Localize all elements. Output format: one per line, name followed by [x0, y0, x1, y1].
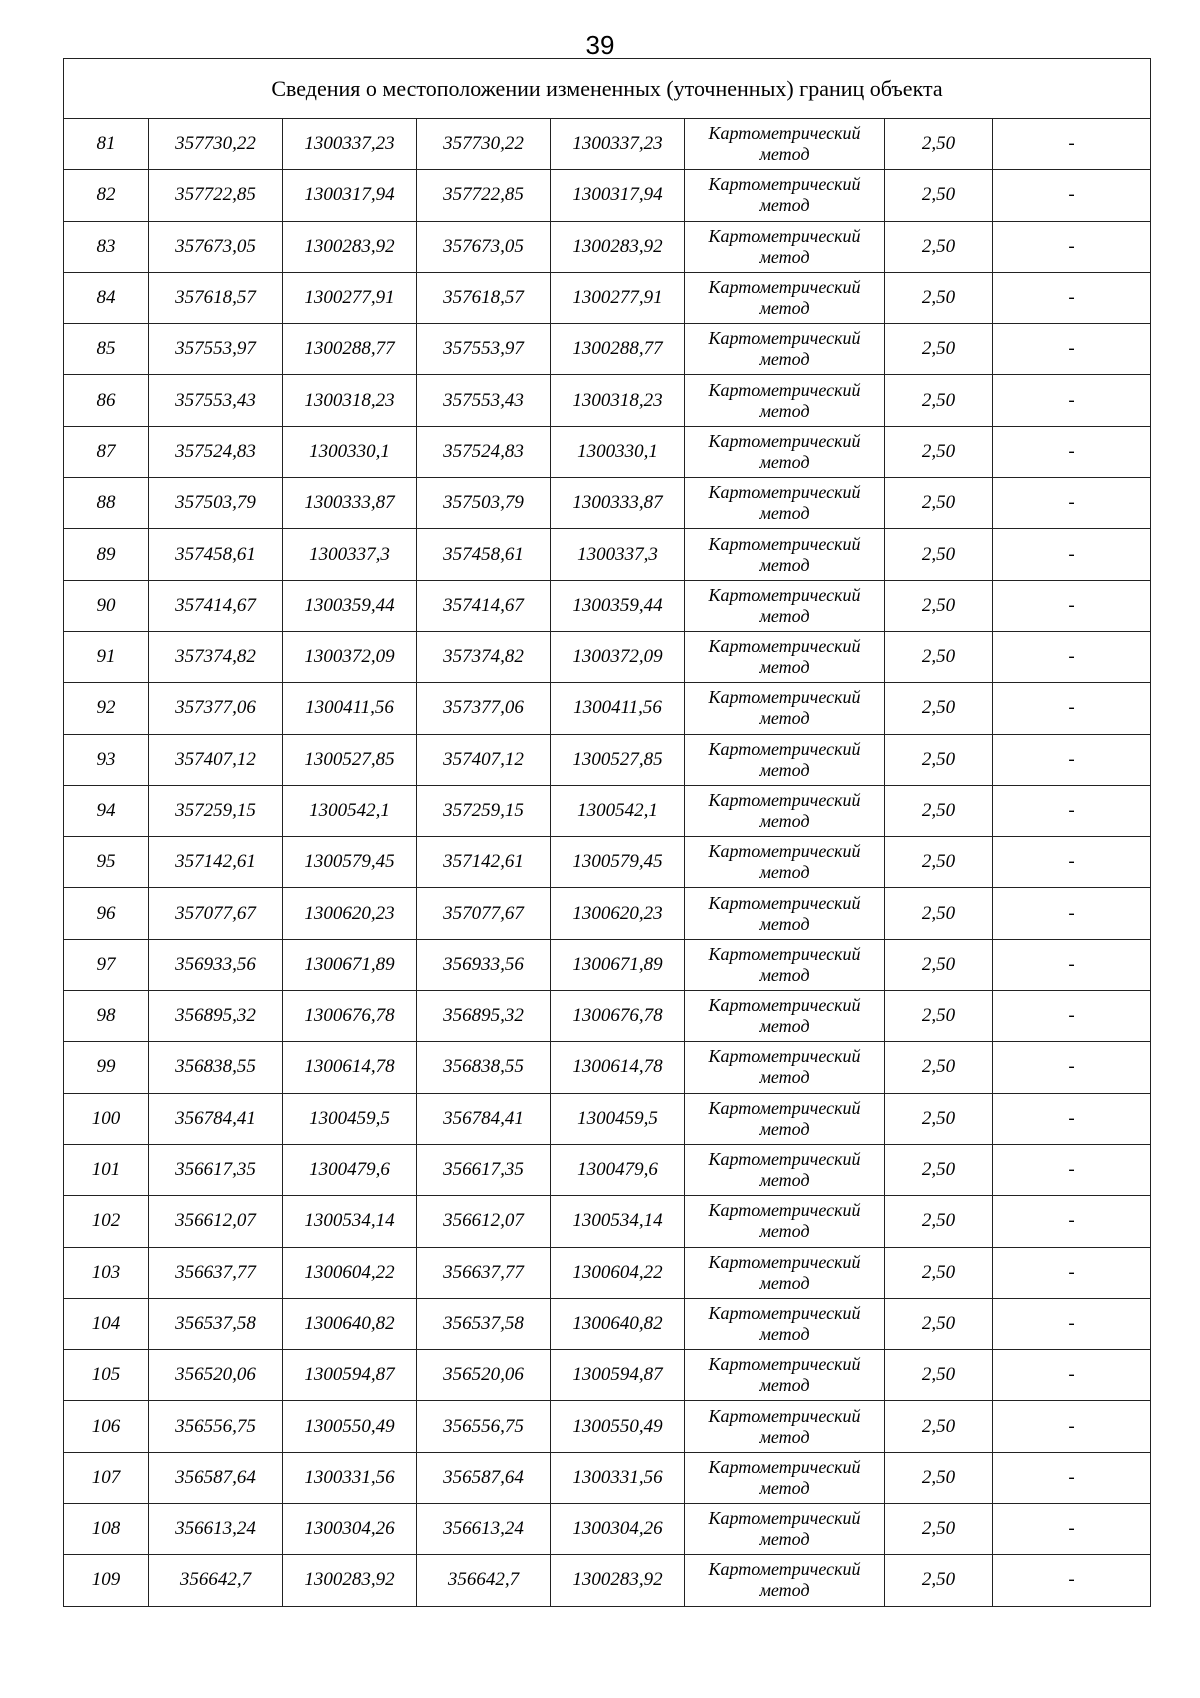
- description-cell: -: [993, 683, 1151, 734]
- y-refined-cell: 1300304,26: [551, 1504, 685, 1555]
- point-number-cell: 90: [64, 580, 149, 631]
- y-refined-cell: 1300337,3: [551, 529, 685, 580]
- accuracy-cell: 2,50: [885, 1196, 993, 1247]
- table-row: [64, 1401, 1151, 1452]
- y-existing-cell: 1300330,1: [283, 426, 417, 477]
- x-refined-cell: 357730,22: [417, 119, 551, 170]
- y-refined-cell: 1300640,82: [551, 1298, 685, 1349]
- x-existing-cell: 357722,85: [149, 170, 283, 221]
- y-existing-cell: 1300283,92: [283, 221, 417, 272]
- x-refined-cell: 356612,07: [417, 1196, 551, 1247]
- x-refined-cell: 356637,77: [417, 1247, 551, 1298]
- x-refined-cell: 357503,79: [417, 478, 551, 529]
- point-number-cell: 89: [64, 529, 149, 580]
- point-number-cell: 99: [64, 1042, 149, 1093]
- accuracy-cell: 2,50: [885, 939, 993, 990]
- accuracy-cell: 2,50: [885, 1247, 993, 1298]
- y-existing-cell: 1300337,3: [283, 529, 417, 580]
- x-existing-cell: 356556,75: [149, 1401, 283, 1452]
- y-existing-cell: 1300527,85: [283, 734, 417, 785]
- point-number-cell: 95: [64, 837, 149, 888]
- table-row: [64, 1247, 1151, 1298]
- y-existing-cell: 1300579,45: [283, 837, 417, 888]
- accuracy-cell: 2,50: [885, 1350, 993, 1401]
- table-row: [64, 1555, 1151, 1606]
- description-cell: -: [993, 1555, 1151, 1606]
- y-refined-cell: 1300359,44: [551, 580, 685, 631]
- description-cell: -: [993, 991, 1151, 1042]
- table-row: [64, 375, 1151, 426]
- table-row: [64, 837, 1151, 888]
- y-refined-cell: 1300614,78: [551, 1042, 685, 1093]
- y-existing-cell: 1300604,22: [283, 1247, 417, 1298]
- x-existing-cell: 357673,05: [149, 221, 283, 272]
- y-existing-cell: 1300614,78: [283, 1042, 417, 1093]
- description-cell: -: [993, 888, 1151, 939]
- y-refined-cell: 1300594,87: [551, 1350, 685, 1401]
- x-existing-cell: 357377,06: [149, 683, 283, 734]
- table-row: [64, 1093, 1151, 1144]
- description-cell: -: [993, 1093, 1151, 1144]
- description-cell: -: [993, 1042, 1151, 1093]
- table-row: [64, 683, 1151, 734]
- description-cell: -: [993, 1452, 1151, 1503]
- method-cell: Картометрический метод: [685, 1298, 885, 1349]
- table-row: [64, 1298, 1151, 1349]
- point-number-cell: 82: [64, 170, 149, 221]
- point-number-cell: 81: [64, 119, 149, 170]
- x-existing-cell: 357142,61: [149, 837, 283, 888]
- y-refined-cell: 1300579,45: [551, 837, 685, 888]
- x-existing-cell: 356838,55: [149, 1042, 283, 1093]
- method-cell: Картометрический метод: [685, 631, 885, 682]
- x-existing-cell: 357407,12: [149, 734, 283, 785]
- table-row: [64, 221, 1151, 272]
- method-cell: Картометрический метод: [685, 785, 885, 836]
- point-number-cell: 108: [64, 1504, 149, 1555]
- y-existing-cell: 1300283,92: [283, 1555, 417, 1606]
- y-refined-cell: 1300542,1: [551, 785, 685, 836]
- y-existing-cell: 1300676,78: [283, 991, 417, 1042]
- table-row: [64, 1144, 1151, 1195]
- table-row: [64, 785, 1151, 836]
- accuracy-cell: 2,50: [885, 888, 993, 939]
- accuracy-cell: 2,50: [885, 1042, 993, 1093]
- description-cell: -: [993, 1196, 1151, 1247]
- y-refined-cell: 1300479,6: [551, 1144, 685, 1195]
- accuracy-cell: 2,50: [885, 734, 993, 785]
- x-existing-cell: 356612,07: [149, 1196, 283, 1247]
- x-refined-cell: 356642,7: [417, 1555, 551, 1606]
- y-refined-cell: 1300620,23: [551, 888, 685, 939]
- x-existing-cell: 356784,41: [149, 1093, 283, 1144]
- description-cell: -: [993, 1504, 1151, 1555]
- description-cell: -: [993, 939, 1151, 990]
- x-existing-cell: 357458,61: [149, 529, 283, 580]
- method-cell: Картометрический метод: [685, 119, 885, 170]
- table-row: [64, 1196, 1151, 1247]
- y-existing-cell: 1300640,82: [283, 1298, 417, 1349]
- description-cell: -: [993, 375, 1151, 426]
- table-row: [64, 631, 1151, 682]
- x-refined-cell: 357553,97: [417, 324, 551, 375]
- x-existing-cell: 357503,79: [149, 478, 283, 529]
- x-existing-cell: 356587,64: [149, 1452, 283, 1503]
- x-refined-cell: 356895,32: [417, 991, 551, 1042]
- table-row: [64, 119, 1151, 170]
- point-number-cell: 96: [64, 888, 149, 939]
- point-number-cell: 84: [64, 272, 149, 323]
- y-refined-cell: 1300676,78: [551, 991, 685, 1042]
- y-refined-cell: 1300288,77: [551, 324, 685, 375]
- y-existing-cell: 1300288,77: [283, 324, 417, 375]
- table-row: [64, 478, 1151, 529]
- point-number-cell: 107: [64, 1452, 149, 1503]
- point-number-cell: 91: [64, 631, 149, 682]
- point-number-cell: 93: [64, 734, 149, 785]
- accuracy-cell: 2,50: [885, 631, 993, 682]
- table-row: [64, 991, 1151, 1042]
- x-existing-cell: 357524,83: [149, 426, 283, 477]
- description-cell: -: [993, 426, 1151, 477]
- point-number-cell: 106: [64, 1401, 149, 1452]
- y-existing-cell: 1300304,26: [283, 1504, 417, 1555]
- accuracy-cell: 2,50: [885, 272, 993, 323]
- coordinates-table: [63, 58, 1151, 1607]
- y-refined-cell: 1300317,94: [551, 170, 685, 221]
- accuracy-cell: 2,50: [885, 1144, 993, 1195]
- method-cell: Картометрический метод: [685, 1350, 885, 1401]
- x-existing-cell: 357553,43: [149, 375, 283, 426]
- accuracy-cell: 2,50: [885, 991, 993, 1042]
- accuracy-cell: 2,50: [885, 324, 993, 375]
- method-cell: Картометрический метод: [685, 375, 885, 426]
- method-cell: Картометрический метод: [685, 888, 885, 939]
- method-cell: Картометрический метод: [685, 221, 885, 272]
- y-refined-cell: 1300534,14: [551, 1196, 685, 1247]
- table-row: [64, 734, 1151, 785]
- x-refined-cell: 356933,56: [417, 939, 551, 990]
- method-cell: Картометрический метод: [685, 1093, 885, 1144]
- x-refined-cell: 356613,24: [417, 1504, 551, 1555]
- y-existing-cell: 1300372,09: [283, 631, 417, 682]
- accuracy-cell: 2,50: [885, 1093, 993, 1144]
- description-cell: -: [993, 221, 1151, 272]
- description-cell: -: [993, 785, 1151, 836]
- method-cell: Картометрический метод: [685, 837, 885, 888]
- x-refined-cell: 356556,75: [417, 1401, 551, 1452]
- x-refined-cell: 357673,05: [417, 221, 551, 272]
- accuracy-cell: 2,50: [885, 1298, 993, 1349]
- y-existing-cell: 1300534,14: [283, 1196, 417, 1247]
- table-row: [64, 426, 1151, 477]
- point-number-cell: 100: [64, 1093, 149, 1144]
- y-existing-cell: 1300359,44: [283, 580, 417, 631]
- table-row: [64, 580, 1151, 631]
- y-refined-cell: 1300550,49: [551, 1401, 685, 1452]
- x-existing-cell: 356895,32: [149, 991, 283, 1042]
- x-existing-cell: 357259,15: [149, 785, 283, 836]
- accuracy-cell: 2,50: [885, 478, 993, 529]
- table-row: [64, 939, 1151, 990]
- y-existing-cell: 1300333,87: [283, 478, 417, 529]
- method-cell: Картометрический метод: [685, 1555, 885, 1606]
- y-existing-cell: 1300620,23: [283, 888, 417, 939]
- point-number-cell: 101: [64, 1144, 149, 1195]
- y-refined-cell: 1300318,23: [551, 375, 685, 426]
- y-refined-cell: 1300671,89: [551, 939, 685, 990]
- accuracy-cell: 2,50: [885, 1504, 993, 1555]
- method-cell: Картометрический метод: [685, 1042, 885, 1093]
- x-refined-cell: 356617,35: [417, 1144, 551, 1195]
- accuracy-cell: 2,50: [885, 1555, 993, 1606]
- x-refined-cell: 357524,83: [417, 426, 551, 477]
- point-number-cell: 103: [64, 1247, 149, 1298]
- table-row: [64, 888, 1151, 939]
- y-existing-cell: 1300671,89: [283, 939, 417, 990]
- y-refined-cell: 1300283,92: [551, 221, 685, 272]
- description-cell: -: [993, 119, 1151, 170]
- description-cell: -: [993, 529, 1151, 580]
- y-refined-cell: 1300411,56: [551, 683, 685, 734]
- x-refined-cell: 357553,43: [417, 375, 551, 426]
- accuracy-cell: 2,50: [885, 170, 993, 221]
- point-number-cell: 102: [64, 1196, 149, 1247]
- point-number-cell: 87: [64, 426, 149, 477]
- description-cell: -: [993, 324, 1151, 375]
- x-refined-cell: 357458,61: [417, 529, 551, 580]
- table-row: [64, 1350, 1151, 1401]
- y-refined-cell: 1300330,1: [551, 426, 685, 477]
- method-cell: Картометрический метод: [685, 478, 885, 529]
- method-cell: Картометрический метод: [685, 991, 885, 1042]
- description-cell: -: [993, 170, 1151, 221]
- description-cell: -: [993, 580, 1151, 631]
- method-cell: Картометрический метод: [685, 272, 885, 323]
- y-existing-cell: 1300550,49: [283, 1401, 417, 1452]
- point-number-cell: 104: [64, 1298, 149, 1349]
- x-existing-cell: 357730,22: [149, 119, 283, 170]
- y-refined-cell: 1300372,09: [551, 631, 685, 682]
- method-cell: Картометрический метод: [685, 1452, 885, 1503]
- x-existing-cell: 356520,06: [149, 1350, 283, 1401]
- x-refined-cell: 357618,57: [417, 272, 551, 323]
- table-row: [64, 1452, 1151, 1503]
- method-cell: Картометрический метод: [685, 170, 885, 221]
- point-number-cell: 88: [64, 478, 149, 529]
- x-existing-cell: 356933,56: [149, 939, 283, 990]
- accuracy-cell: 2,50: [885, 375, 993, 426]
- x-existing-cell: 357077,67: [149, 888, 283, 939]
- description-cell: -: [993, 734, 1151, 785]
- point-number-cell: 105: [64, 1350, 149, 1401]
- table-row: [64, 324, 1151, 375]
- description-cell: -: [993, 837, 1151, 888]
- x-existing-cell: 357414,67: [149, 580, 283, 631]
- point-number-cell: 97: [64, 939, 149, 990]
- y-refined-cell: 1300459,5: [551, 1093, 685, 1144]
- x-refined-cell: 357407,12: [417, 734, 551, 785]
- y-existing-cell: 1300318,23: [283, 375, 417, 426]
- point-number-cell: 86: [64, 375, 149, 426]
- x-refined-cell: 356520,06: [417, 1350, 551, 1401]
- accuracy-cell: 2,50: [885, 1452, 993, 1503]
- x-refined-cell: 357377,06: [417, 683, 551, 734]
- y-existing-cell: 1300594,87: [283, 1350, 417, 1401]
- description-cell: -: [993, 272, 1151, 323]
- y-existing-cell: 1300411,56: [283, 683, 417, 734]
- y-refined-cell: 1300604,22: [551, 1247, 685, 1298]
- y-refined-cell: 1300331,56: [551, 1452, 685, 1503]
- y-refined-cell: 1300337,23: [551, 119, 685, 170]
- method-cell: Картометрический метод: [685, 734, 885, 785]
- y-refined-cell: 1300527,85: [551, 734, 685, 785]
- method-cell: Картометрический метод: [685, 939, 885, 990]
- accuracy-cell: 2,50: [885, 1401, 993, 1452]
- method-cell: Картометрический метод: [685, 426, 885, 477]
- table-header-row: [64, 59, 1151, 119]
- accuracy-cell: 2,50: [885, 683, 993, 734]
- x-refined-cell: 357077,67: [417, 888, 551, 939]
- x-refined-cell: 357142,61: [417, 837, 551, 888]
- x-refined-cell: 356587,64: [417, 1452, 551, 1503]
- table-row: [64, 1504, 1151, 1555]
- description-cell: -: [993, 1350, 1151, 1401]
- method-cell: Картометрический метод: [685, 1144, 885, 1195]
- method-cell: Картометрический метод: [685, 580, 885, 631]
- table-row: [64, 170, 1151, 221]
- description-cell: -: [993, 1247, 1151, 1298]
- method-cell: Картометрический метод: [685, 1504, 885, 1555]
- y-existing-cell: 1300331,56: [283, 1452, 417, 1503]
- y-existing-cell: 1300542,1: [283, 785, 417, 836]
- y-existing-cell: 1300459,5: [283, 1093, 417, 1144]
- y-refined-cell: 1300333,87: [551, 478, 685, 529]
- accuracy-cell: 2,50: [885, 529, 993, 580]
- accuracy-cell: 2,50: [885, 119, 993, 170]
- x-existing-cell: 357618,57: [149, 272, 283, 323]
- table-row: [64, 529, 1151, 580]
- table-title: Сведения о местоположении измененных (уточненных) границ объекта: [64, 59, 1151, 119]
- y-refined-cell: 1300277,91: [551, 272, 685, 323]
- description-cell: -: [993, 478, 1151, 529]
- x-existing-cell: 356642,7: [149, 1555, 283, 1606]
- x-refined-cell: 357722,85: [417, 170, 551, 221]
- y-existing-cell: 1300317,94: [283, 170, 417, 221]
- method-cell: Картометрический метод: [685, 324, 885, 375]
- point-number-cell: 94: [64, 785, 149, 836]
- accuracy-cell: 2,50: [885, 426, 993, 477]
- description-cell: -: [993, 631, 1151, 682]
- point-number-cell: 92: [64, 683, 149, 734]
- method-cell: Картометрический метод: [685, 1401, 885, 1452]
- accuracy-cell: 2,50: [885, 580, 993, 631]
- x-existing-cell: 356617,35: [149, 1144, 283, 1195]
- x-refined-cell: 357374,82: [417, 631, 551, 682]
- x-existing-cell: 357553,97: [149, 324, 283, 375]
- description-cell: -: [993, 1401, 1151, 1452]
- x-existing-cell: 356537,58: [149, 1298, 283, 1349]
- description-cell: -: [993, 1144, 1151, 1195]
- x-existing-cell: 356613,24: [149, 1504, 283, 1555]
- x-refined-cell: 356838,55: [417, 1042, 551, 1093]
- method-cell: Картометрический метод: [685, 1196, 885, 1247]
- x-refined-cell: 356537,58: [417, 1298, 551, 1349]
- y-existing-cell: 1300337,23: [283, 119, 417, 170]
- point-number-cell: 83: [64, 221, 149, 272]
- x-refined-cell: 356784,41: [417, 1093, 551, 1144]
- accuracy-cell: 2,50: [885, 221, 993, 272]
- point-number-cell: 85: [64, 324, 149, 375]
- y-refined-cell: 1300283,92: [551, 1555, 685, 1606]
- x-refined-cell: 357414,67: [417, 580, 551, 631]
- table-row: [64, 1042, 1151, 1093]
- x-existing-cell: 356637,77: [149, 1247, 283, 1298]
- accuracy-cell: 2,50: [885, 785, 993, 836]
- accuracy-cell: 2,50: [885, 837, 993, 888]
- point-number-cell: 98: [64, 991, 149, 1042]
- x-existing-cell: 357374,82: [149, 631, 283, 682]
- y-existing-cell: 1300277,91: [283, 272, 417, 323]
- x-refined-cell: 357259,15: [417, 785, 551, 836]
- y-existing-cell: 1300479,6: [283, 1144, 417, 1195]
- method-cell: Картометрический метод: [685, 1247, 885, 1298]
- page-number: 39: [585, 30, 615, 60]
- description-cell: -: [993, 1298, 1151, 1349]
- method-cell: Картометрический метод: [685, 529, 885, 580]
- method-cell: Картометрический метод: [685, 683, 885, 734]
- table-row: [64, 272, 1151, 323]
- point-number-cell: 109: [64, 1555, 149, 1606]
